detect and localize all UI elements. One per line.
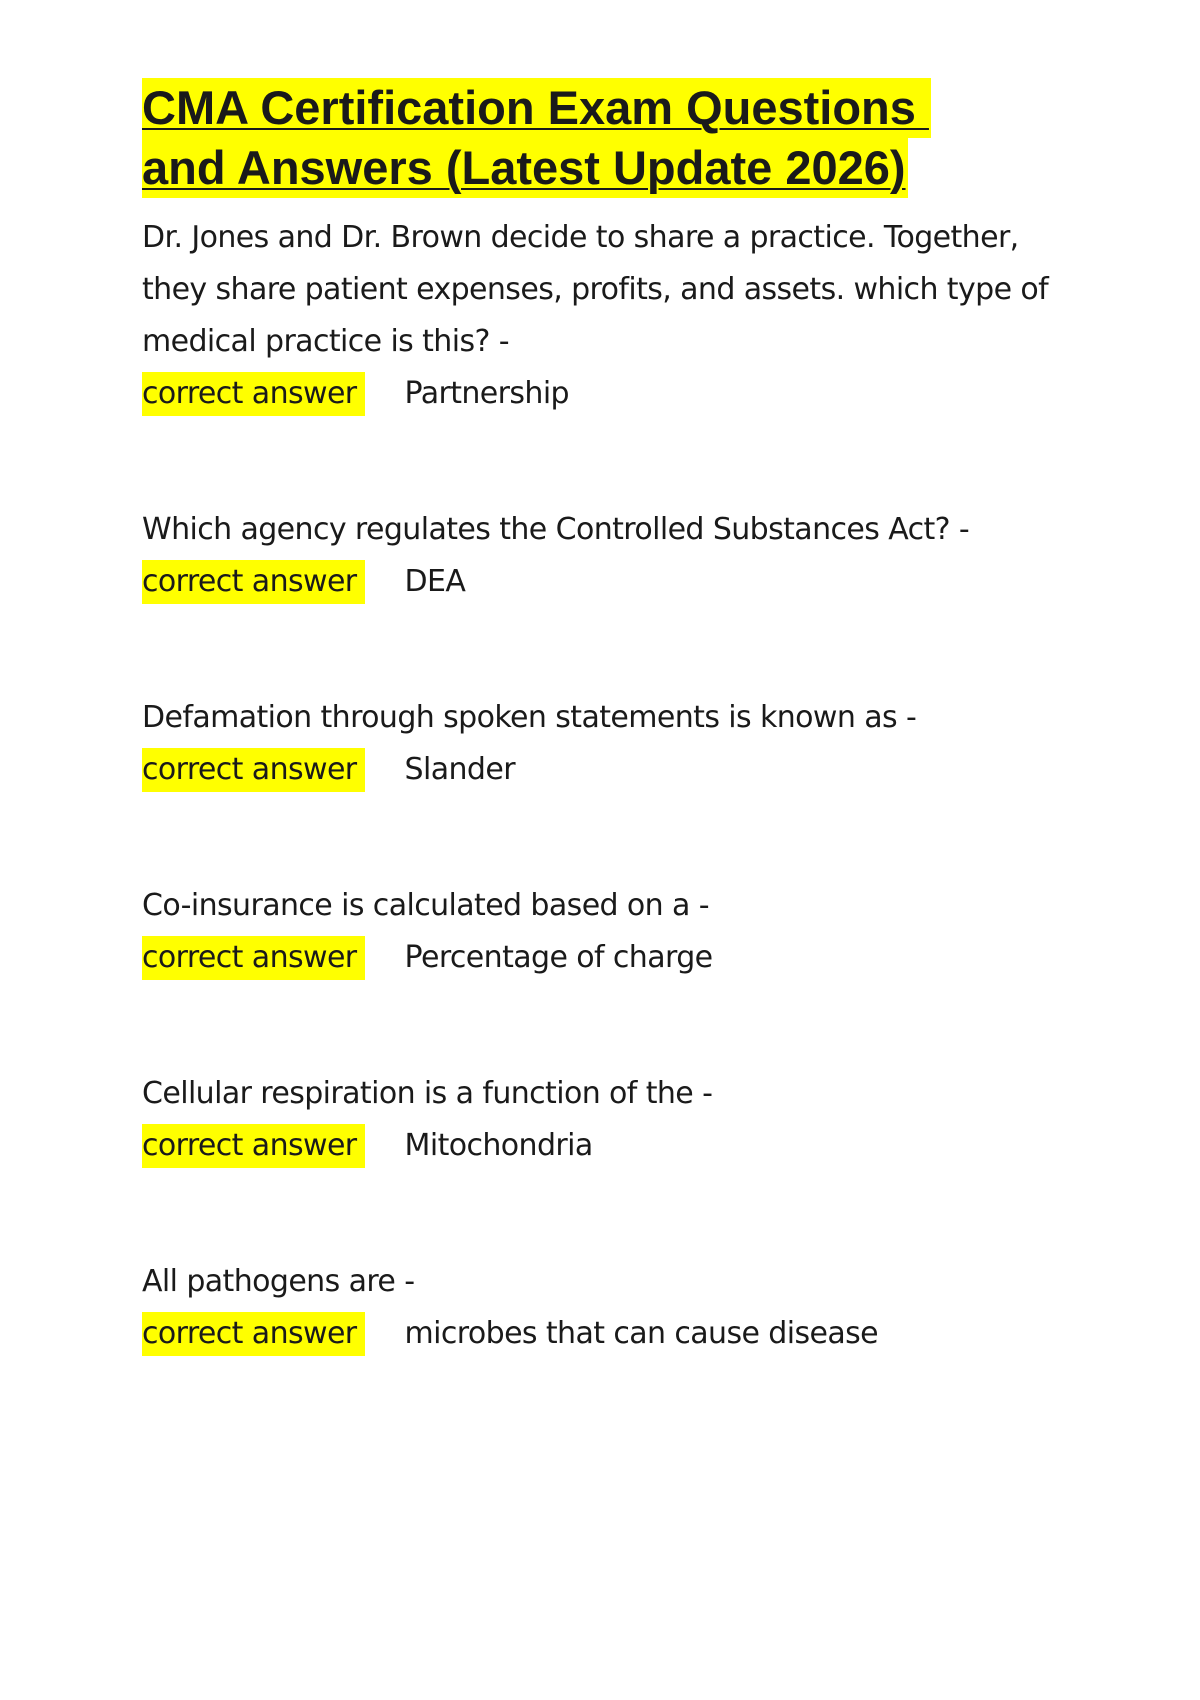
spacer	[142, 420, 1072, 504]
qa-item-1	[142, 212, 1072, 420]
qa-item-6	[142, 1256, 1072, 1360]
question-text: Dr. Jones and Dr. Brown decide to share a practice. Together, they share patient expenses, profits, and assets. which type of medical practice is this? -	[142, 220, 1049, 359]
correct-answer-label: correct answer	[142, 1312, 365, 1356]
correct-answer-label: correct answer	[142, 936, 365, 980]
answer-row	[142, 744, 1072, 796]
question-text: Co-insurance is calculated based on a -	[142, 888, 709, 923]
correct-answer-label: correct answer	[142, 1124, 365, 1168]
answer-text: Mitochondria	[404, 1128, 593, 1163]
answer-text: DEA	[404, 564, 466, 599]
answer-text: Slander	[404, 752, 515, 787]
document-page	[142, 78, 1072, 1360]
correct-answer-label: correct answer	[142, 560, 365, 604]
qa-item-4	[142, 880, 1072, 984]
answer-row	[142, 1308, 1072, 1360]
spacer	[142, 1172, 1072, 1256]
title-line-1: CMA Certification Exam Questions	[142, 78, 931, 138]
answer-text: microbes that can cause disease	[404, 1316, 879, 1351]
qa-item-3	[142, 692, 1072, 796]
answer-row	[142, 556, 1072, 608]
spacer	[142, 984, 1072, 1068]
qa-item-2	[142, 504, 1072, 608]
answer-row	[142, 1120, 1072, 1172]
spacer	[142, 796, 1072, 880]
answer-text: Partnership	[404, 376, 569, 411]
answer-row	[142, 368, 1072, 420]
question-text: Defamation through spoken statements is known as -	[142, 700, 917, 735]
question-text: All pathogens are -	[142, 1264, 415, 1299]
question-text: Cellular respiration is a function of the -	[142, 1076, 713, 1111]
correct-answer-label: correct answer	[142, 372, 365, 416]
spacer	[142, 608, 1072, 692]
qa-item-5	[142, 1068, 1072, 1172]
document-title	[142, 78, 1072, 198]
answer-text: Percentage of charge	[404, 940, 713, 975]
question-text: Which agency regulates the Controlled Substances Act? -	[142, 512, 970, 547]
answer-row	[142, 932, 1072, 984]
title-line-2: and Answers (Latest Update 2026)	[142, 138, 908, 198]
correct-answer-label: correct answer	[142, 748, 365, 792]
